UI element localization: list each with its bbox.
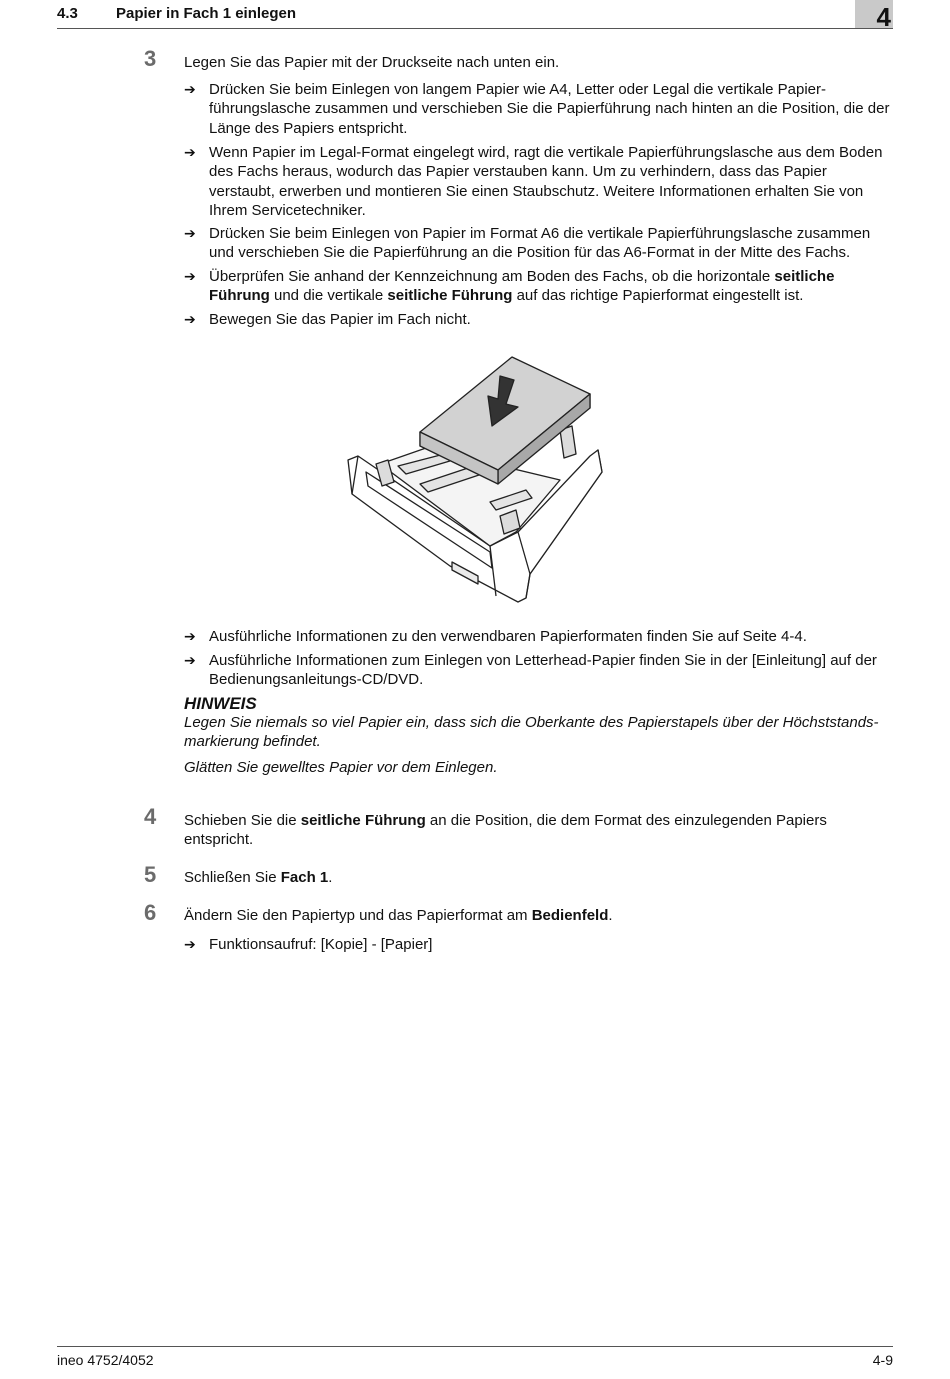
paper-tray-illustration — [340, 352, 610, 604]
bold-term: Bedienfeld — [531, 907, 609, 924]
bold-term: Fach 1 — [280, 869, 329, 886]
bullet-text: Drücken Sie beim Einlegen von Papier im Format A6 die vertikale Papierführungslasche zusammen und verschieben Sie die Papierführung an die Position für das A6-Format in der Mitte des Fachs. — [209, 225, 871, 262]
bold-term: seitliche Führung — [209, 268, 835, 305]
bold-term: seitliche Führung — [300, 812, 426, 829]
step-3-text: Legen Sie das Papier mit der Druckseite nach unten ein. — [184, 54, 560, 71]
section-title: Papier in Fach 1 einlegen — [116, 5, 297, 22]
bullet-text: Bewegen Sie das Papier im Fach nicht. — [209, 311, 471, 328]
product-model: ineo 4752/4052 — [57, 1352, 154, 1368]
arrow-icon: ➔ — [184, 936, 196, 952]
bullet-text: Drücken Sie beim Einlegen von langem Papier wie A4, Letter oder Legal die vertikale Papier-führungslasche zusammen und verschieben Sie die Papierführung nach hinten an die Position, die der Länge des Papiers entspricht. — [209, 81, 890, 137]
step-number-3: 3 — [144, 46, 157, 71]
bullet-item — [184, 627, 890, 646]
step-number-6: 6 — [144, 900, 157, 925]
arrow-icon: ➔ — [184, 311, 196, 327]
page-number: 4-9 — [872, 1352, 893, 1368]
bold-term: seitliche Führung — [387, 287, 513, 305]
arrow-icon: ➔ — [184, 225, 196, 241]
note-title: HINWEIS — [184, 694, 257, 713]
arrow-icon: ➔ — [184, 144, 196, 160]
step-number-4: 4 — [144, 804, 157, 829]
bullet-item — [184, 935, 890, 954]
note-paragraph: Glätten Sie gewelltes Papier vor dem Einlegen. — [184, 759, 498, 776]
bullet-item — [184, 80, 890, 138]
bullet-item — [184, 267, 890, 306]
bullet-item — [184, 224, 890, 263]
step-4-text: Schieben Sie die seitliche Führung an die Position, die dem Format des einzulegenden Papiers entspricht. — [184, 812, 827, 849]
bullet-item — [184, 143, 890, 221]
arrow-icon: ➔ — [184, 268, 196, 284]
arrow-icon: ➔ — [184, 628, 196, 644]
page-header — [57, 0, 893, 32]
bullet-text: Ausführliche Informationen zum Einlegen von Letterhead-Papier finden Sie in der [Einleitung] auf der Bedienungsanleitungs-CD/DVD. — [209, 652, 877, 689]
bullet-text: Wenn Papier im Legal-Format eingelegt wird, ragt die vertikale Papierführungslasche aus dem Boden des Fachs heraus, wodurch das Papier verstauben kann. Um zu verhindern, dass das Papier verstaubt, erwerben und montieren Sie einen Staubschutz. Weitere Informationen erhalten Sie von Ihrem Servicetechniker. — [209, 144, 883, 220]
bullet-text: Funktionsaufruf: [Kopie] - [Papier] — [209, 936, 433, 953]
note-paragraph: Legen Sie niemals so viel Papier ein, dass sich die Oberkante des Papierstapels über der Höchststands-markierung befindet. — [184, 714, 879, 750]
section-number: 4.3 — [57, 5, 78, 22]
step-6-text: Ändern Sie den Papiertyp und das Papierformat am Bedienfeld. — [184, 907, 613, 924]
bullet-text: Überprüfen Sie anhand der Kennzeichnung am Boden des Fachs, ob die horizontale seitliche Führung und die vertikale seitliche Führung auf das richtige Papierformat eingestellt ist. — [209, 268, 835, 305]
bullet-item — [184, 310, 890, 329]
step-5-text: Schließen Sie Fach 1. — [184, 869, 333, 886]
bullet-text: Ausführliche Informationen zu den verwendbaren Papierformaten finden Sie auf Seite 4-4. — [209, 628, 807, 645]
step-number-5: 5 — [144, 862, 157, 887]
page-footer — [57, 1346, 893, 1368]
arrow-icon: ➔ — [184, 652, 196, 668]
chapter-tab: 4 — [855, 0, 893, 28]
arrow-icon: ➔ — [184, 81, 196, 97]
bullet-item — [184, 651, 890, 690]
